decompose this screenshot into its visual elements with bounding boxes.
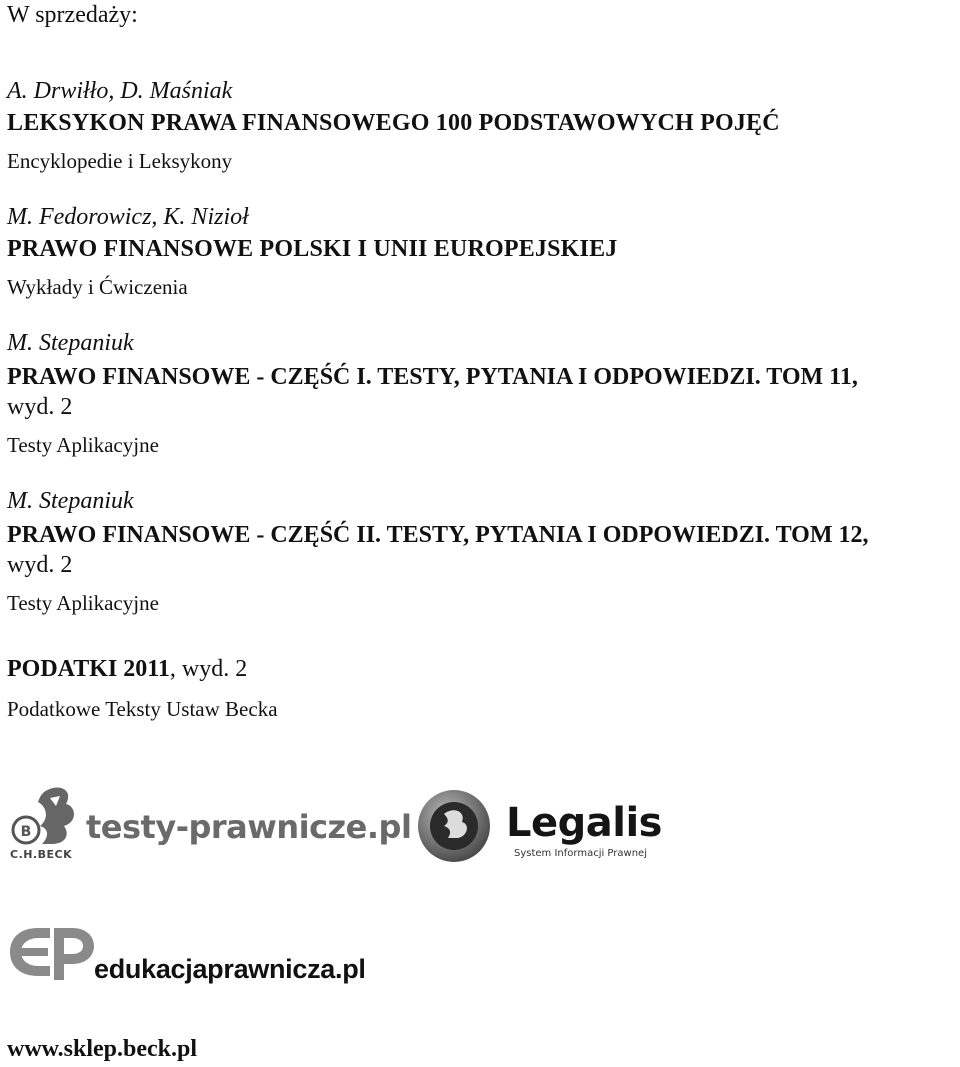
svg-text:B: B [20,824,32,840]
griffin-emblem-icon [4,782,94,852]
ch-beck-label: C.H.BECK [10,848,73,861]
book-edition: wyd. 2 [7,552,73,578]
book-title: PRAWO FINANSOWE - CZĘŚĆ I. TESTY, PYTANIA I ODPOWIEDZI. TOM 11, [7,364,858,390]
page-heading: W sprzedaży: [7,2,138,28]
testy-prawnicze-wordmark: testy-prawnicze.pl [86,808,412,846]
legalis-tagline: System Informacji Prawnej [514,848,647,859]
legalis-wordmark: Legalis [506,800,662,846]
book-author: A. Drwiłło, D. Maśniak [7,78,233,104]
book-title-block[interactable] [7,362,959,422]
podatki-edition: , wyd. 2 [169,656,248,682]
book-title[interactable]: LEKSYKON PRAWA FINANSOWEGO 100 PODSTAWOWYCH POJĘĆ [7,110,780,136]
edukacja-prawnicza-logo[interactable] [6,924,366,992]
book-edition: wyd. 2 [7,394,73,420]
book-series: Testy Aplikacyjne [7,433,159,457]
podatki-title-block[interactable] [7,656,247,683]
book-author: M. Stepaniuk [7,330,134,356]
ep-monogram-icon [6,924,96,984]
shop-link[interactable]: www.sklep.beck.pl [7,1036,198,1062]
book-author: M. Stepaniuk [7,488,134,514]
book-series: Encyklopedie i Leksykony [7,149,233,173]
edukacja-prawnicza-wordmark: edukacjaprawnicza.pl [94,954,366,984]
podatki-series: Podatkowe Teksty Ustaw Becka [7,697,278,721]
podatki-title: PODATKI 2011 [7,656,170,682]
book-title: PRAWO FINANSOWE - CZĘŚĆ II. TESTY, PYTANIA I ODPOWIEDZI. TOM 12, [7,522,869,548]
legalis-logo[interactable] [414,788,694,868]
testy-prawnicze-logo[interactable] [4,782,412,866]
book-series: Testy Aplikacyjne [7,591,159,615]
book-series: Wykłady i Ćwiczenia [7,275,188,299]
book-author: M. Fedorowicz, K. Nizioł [7,204,249,230]
book-title[interactable]: PRAWO FINANSOWE POLSKI I UNII EUROPEJSKIEJ [7,236,618,262]
legalis-emblem-icon [414,788,496,866]
book-title-block[interactable] [7,520,959,580]
